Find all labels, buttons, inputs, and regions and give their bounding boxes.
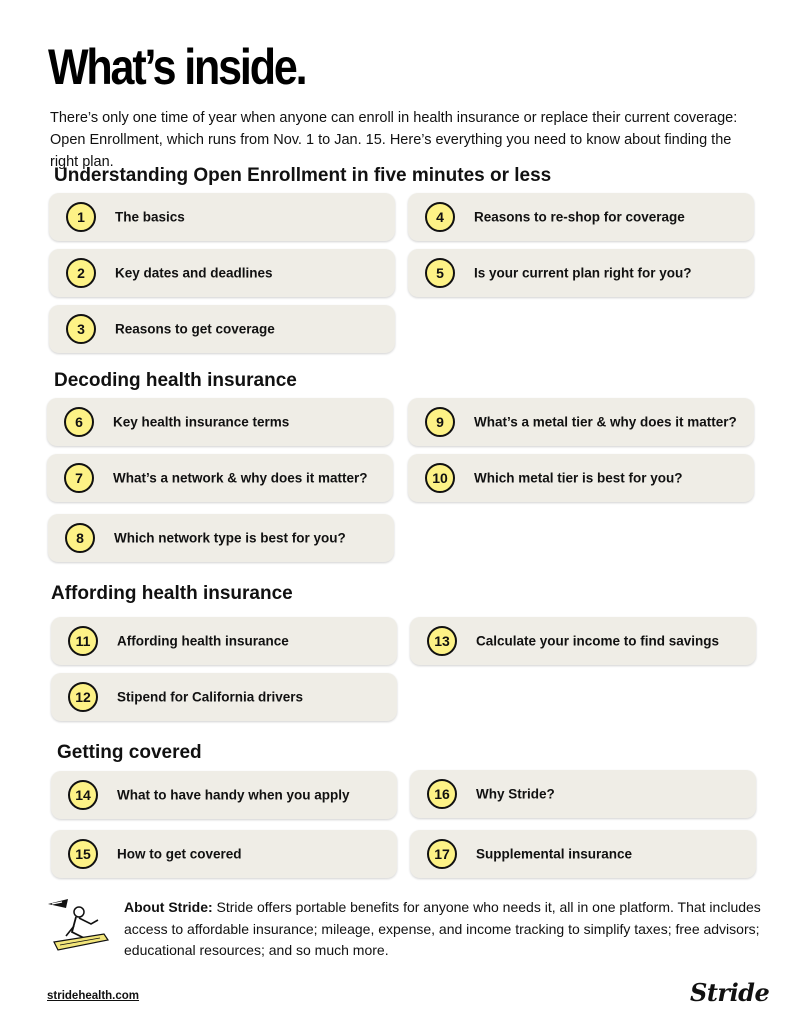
toc-item-8[interactable] <box>48 514 394 562</box>
about-stride-paragraph <box>124 897 769 962</box>
toc-item-1[interactable] <box>49 193 395 241</box>
stridehealth-link[interactable]: stridehealth.com <box>47 990 140 1002</box>
number-badge: 3 <box>66 314 96 344</box>
about-text: Stride offers portable benefits for anyone who needs it, all in one platform. That includes access to affordable insurance; mileage, expense, and income tracking to simplify taxes; free advisors; educational resources; and so much more. <box>124 899 761 958</box>
number-badge: 5 <box>425 258 455 288</box>
stride-logo: Stride <box>690 978 770 1007</box>
toc-item-label: Why Stride? <box>476 786 555 802</box>
toc-item-label: How to get covered <box>117 846 242 862</box>
number-badge: 7 <box>64 463 94 493</box>
toc-item-3[interactable] <box>49 305 395 353</box>
page-title: What’s inside. <box>48 39 306 95</box>
toc-item-label: Which metal tier is best for you? <box>474 470 683 486</box>
toc-item-7[interactable] <box>47 454 393 502</box>
number-badge: 15 <box>68 839 98 869</box>
toc-item-14[interactable] <box>51 771 397 819</box>
section-heading-open-enrollment: Understanding Open Enrollment in five minutes or less <box>54 165 552 186</box>
number-badge: 17 <box>427 839 457 869</box>
toc-item-5[interactable] <box>408 249 754 297</box>
intro-paragraph: There’s only one time of year when anyone can enroll in health insurance or replace their current coverage: Open Enrollment, which runs from Nov. 1 to Jan. 15. Here’s everything you need to know about finding the right plan. <box>50 110 738 170</box>
number-badge: 9 <box>425 407 455 437</box>
toc-item-label: Reasons to get coverage <box>115 321 275 337</box>
toc-item-10[interactable] <box>408 454 754 502</box>
toc-item-label: Supplemental insurance <box>476 846 633 862</box>
section-heading-decoding: Decoding health insurance <box>54 370 297 391</box>
toc-item-label: What’s a network & why does it matter? <box>113 470 368 486</box>
toc-item-4[interactable] <box>408 193 754 241</box>
number-badge: 14 <box>68 780 98 810</box>
toc-item-label: The basics <box>115 209 185 225</box>
toc-item-15[interactable] <box>51 830 397 878</box>
about-lead: About Stride: <box>124 899 213 915</box>
number-badge: 12 <box>68 682 98 712</box>
number-badge: 13 <box>427 626 457 656</box>
toc-item-label: Affording health insurance <box>117 633 289 649</box>
number-badge: 8 <box>65 523 95 553</box>
toc-item-label: Which network type is best for you? <box>114 530 346 546</box>
toc-item-label: Calculate your income to find savings <box>476 633 720 649</box>
toc-item-12[interactable] <box>51 673 397 721</box>
toc-item-13[interactable] <box>410 617 756 665</box>
number-badge: 1 <box>66 202 96 232</box>
number-badge: 4 <box>425 202 455 232</box>
toc-item-label: Stipend for California drivers <box>117 689 304 705</box>
stride-mascot-illustration <box>46 896 116 956</box>
number-badge: 11 <box>68 626 98 656</box>
toc-item-label: Is your current plan right for you? <box>474 265 692 281</box>
number-badge: 10 <box>425 463 455 493</box>
toc-item-label: What to have handy when you apply <box>117 787 350 803</box>
toc-item-16[interactable] <box>410 770 756 818</box>
toc-item-11[interactable] <box>51 617 397 665</box>
toc-item-17[interactable] <box>410 830 756 878</box>
toc-item-6[interactable] <box>47 398 393 446</box>
toc-item-label: Reasons to re-shop for coverage <box>474 209 685 225</box>
section-heading-getting-covered: Getting covered <box>57 742 202 763</box>
toc-item-2[interactable] <box>49 249 395 297</box>
toc-item-label: Key dates and deadlines <box>115 265 273 281</box>
number-badge: 6 <box>64 407 94 437</box>
section-heading-affording: Affording health insurance <box>51 583 293 604</box>
number-badge: 16 <box>427 779 457 809</box>
toc-item-9[interactable] <box>408 398 754 446</box>
toc-item-label: Key health insurance terms <box>113 414 290 430</box>
toc-item-label: What’s a metal tier & why does it matter? <box>474 414 737 430</box>
number-badge: 2 <box>66 258 96 288</box>
